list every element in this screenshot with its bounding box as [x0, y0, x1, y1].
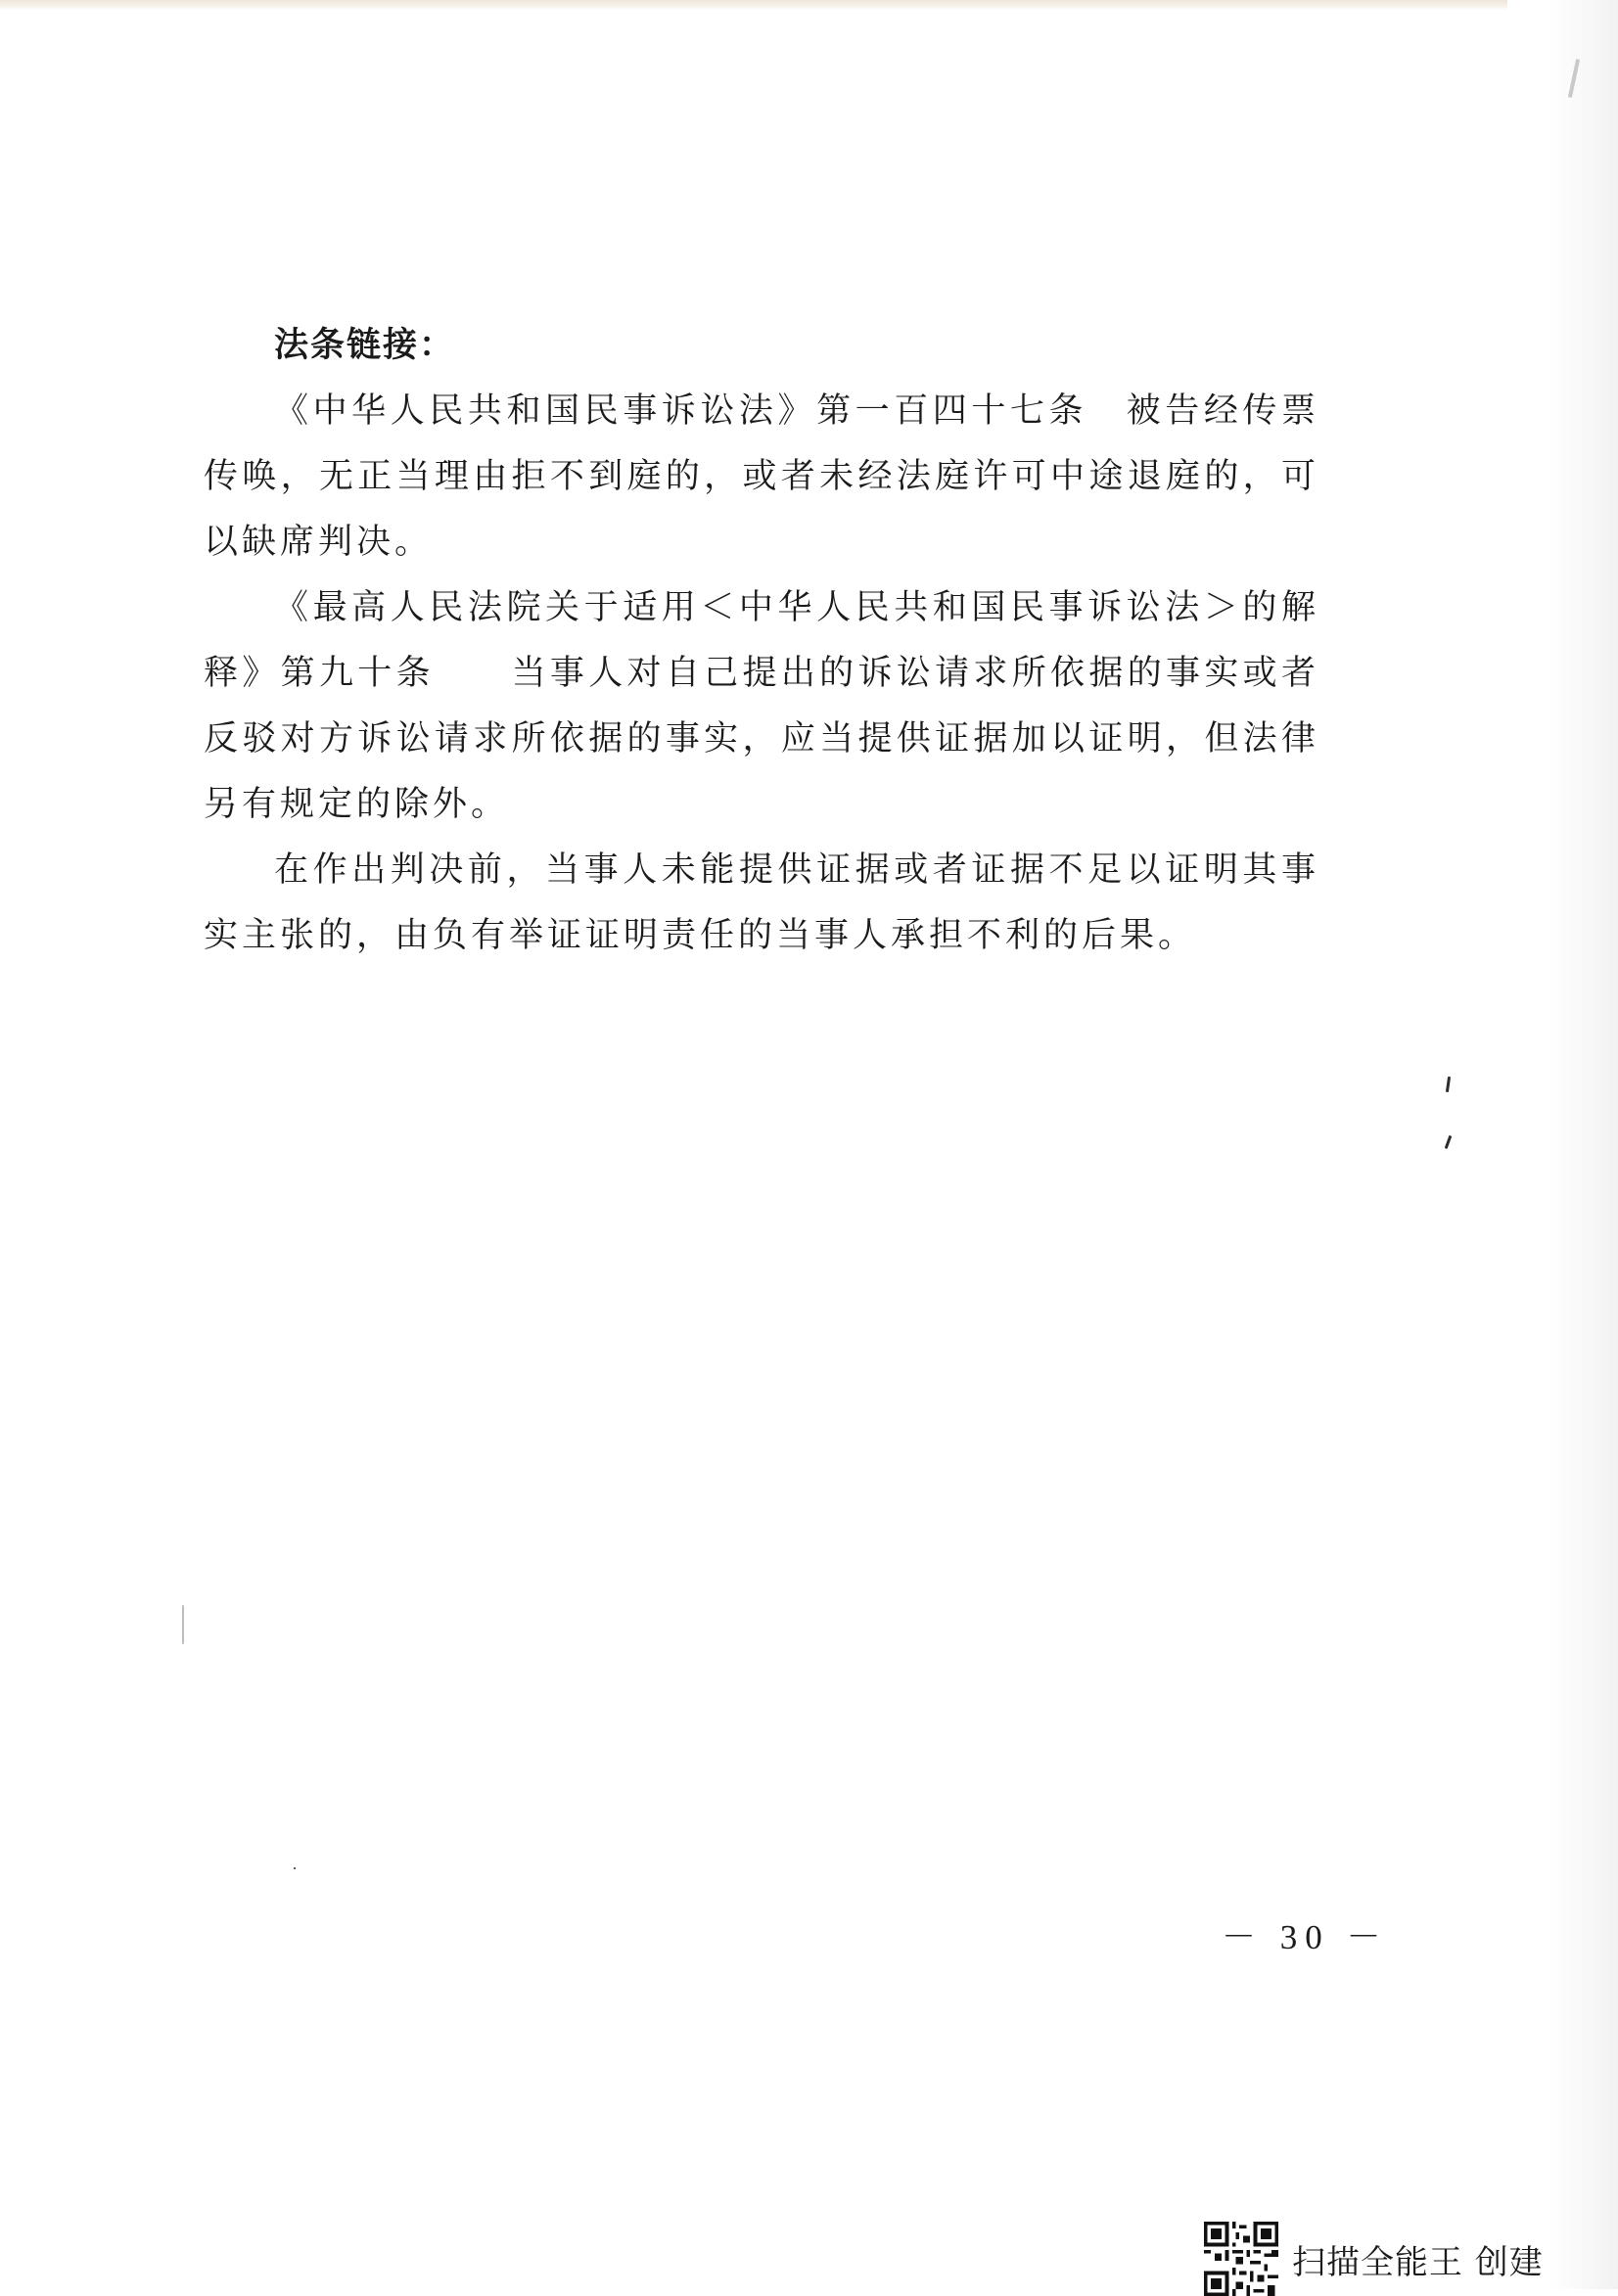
page-number: － 30 － — [1222, 1918, 1389, 1956]
paragraph-civil-procedure-law-art147: 《中华人民共和国民事诉讼法》第一百四十七条 被告经传票传唤，无正当理由拒不到庭的，或者未经法庭许可中途退庭的，可以缺席判决。 — [204, 391, 1319, 562]
scanner-label: 扫描全能王 创建 — [1292, 2242, 1544, 2282]
paragraph-burden-of-proof: 在作出判决前，当事人未能提供证据或者证据不足以证明其事实主张的，由负有举证证明责任的当事人承担不利的后果。 — [204, 850, 1319, 955]
paragraph-judicial-interpretation-art90: 《最高人民法院关于适用＜中华人民共和国民事诉讼法＞的解释》第九十条 当事人对自己提出的诉讼请求所依据的事实或者反驳对方诉讼请求所依据的事实，应当提供证据加以证明，但法律另有规定的除外。 — [204, 588, 1319, 824]
scan-speck — [1445, 1135, 1453, 1149]
scan-top-edge — [0, 0, 1507, 10]
scan-right-edge — [1549, 0, 1618, 2289]
scan-speck — [182, 1605, 184, 1644]
document-body — [204, 313, 1319, 969]
scanner-watermark — [1204, 2222, 1544, 2296]
qr-code-icon — [1204, 2222, 1278, 2296]
section-heading: 法条链接： — [274, 326, 456, 365]
scan-speck — [1446, 1077, 1451, 1092]
scan-speck — [294, 1867, 296, 1869]
